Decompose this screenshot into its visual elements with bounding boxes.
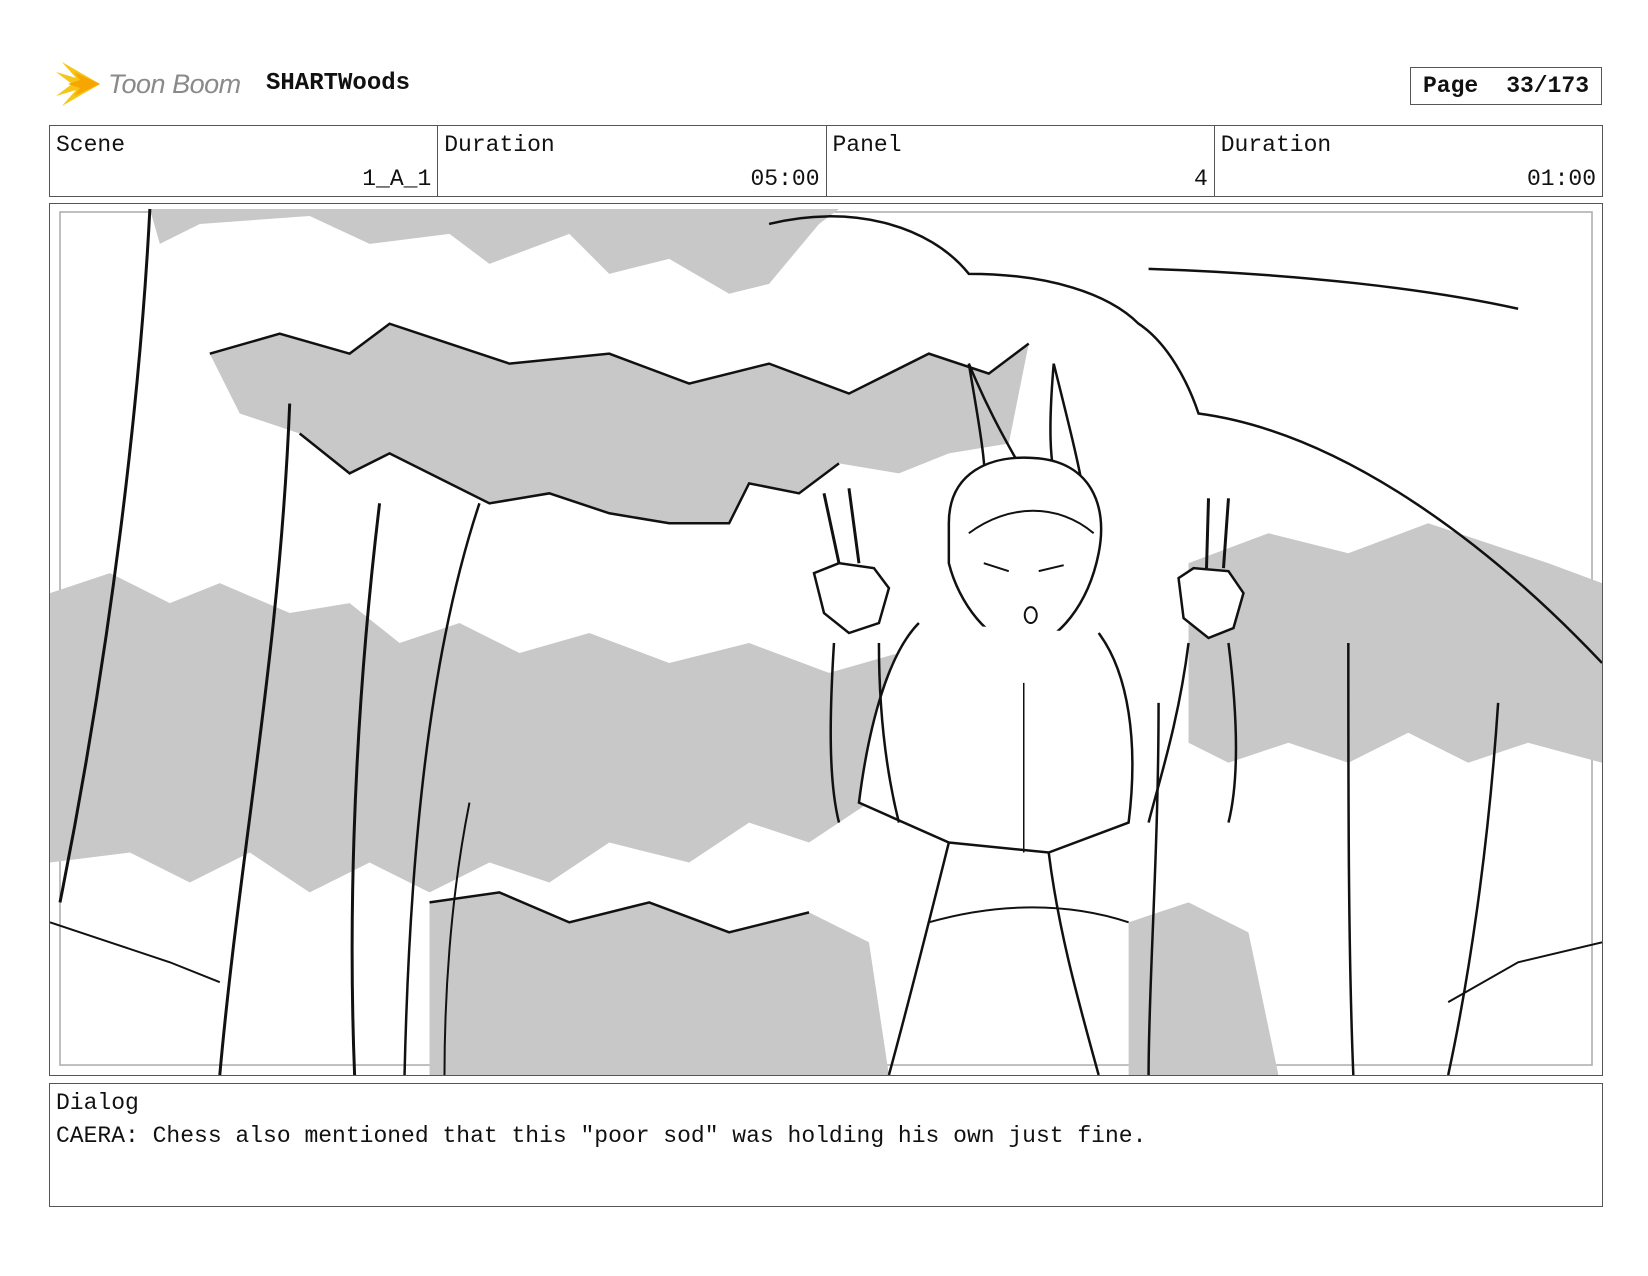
toon-boom-logo xyxy=(54,56,241,112)
storyboard-sketch xyxy=(50,204,1602,1075)
scene-duration-label: Duration xyxy=(444,132,555,158)
scene-label: Scene xyxy=(56,132,126,158)
panel-label: Panel xyxy=(832,132,902,158)
scene-duration-cell xyxy=(438,126,826,196)
panel-cell xyxy=(827,126,1215,196)
project-title: SHARTWoods xyxy=(266,70,411,97)
scene-duration-value: 05:00 xyxy=(750,166,820,192)
dialog-text: CAERA: Chess also mentioned that this "poor sod" was holding his own just fine. xyxy=(56,1123,1147,1149)
scene-value: 1_A_1 xyxy=(362,166,432,192)
storyboard-panel-image xyxy=(49,203,1603,1076)
starburst-logo-icon xyxy=(54,58,106,110)
panel-duration-label: Duration xyxy=(1220,132,1332,158)
page-label: Page xyxy=(1422,73,1479,99)
page-value: 33/173 xyxy=(1506,73,1590,99)
panel-value: 4 xyxy=(1193,166,1208,192)
dialog-label: Dialog xyxy=(56,1090,139,1116)
page-indicator xyxy=(1410,67,1602,105)
panel-duration-value: 01:00 xyxy=(1526,166,1596,192)
logo-wordmark: Toon Boom xyxy=(108,68,241,99)
scene-cell xyxy=(50,126,438,196)
panel-info-row xyxy=(49,125,1603,197)
panel-duration-cell xyxy=(1215,126,1602,196)
dialog-box xyxy=(49,1083,1603,1207)
